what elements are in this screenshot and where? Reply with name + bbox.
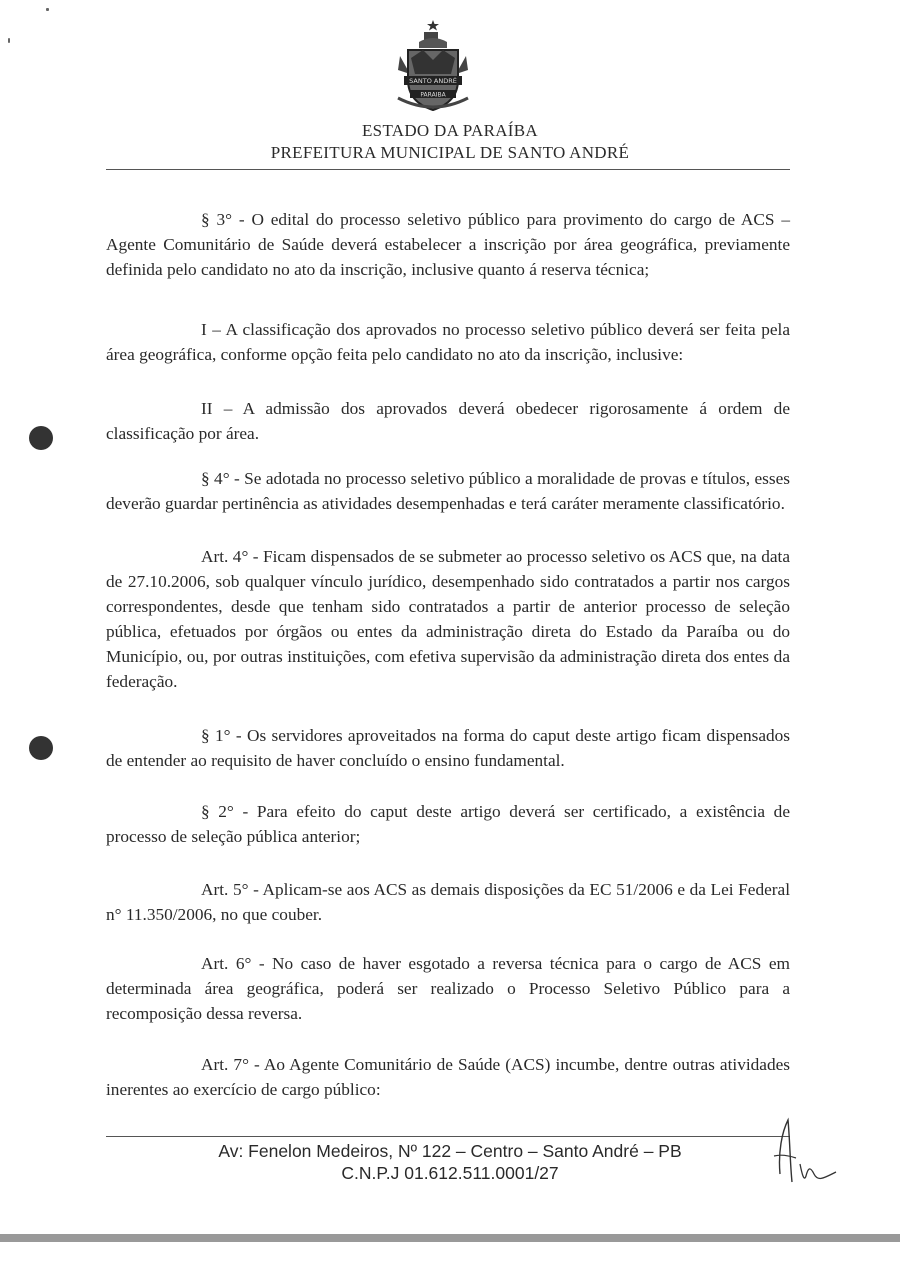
footer-cnpj: C.N.P.J 01.612.511.0001/27	[341, 1163, 559, 1183]
paragraph-item-i: I – A classificação dos aprovados no processo seletivo público deverá ser feita pela área geográfica, conforme opção feita pelo candidato no ato da inscrição, inclusive:	[106, 320, 790, 364]
crest-lower-text: PARAIBA	[420, 91, 446, 99]
paragraph-art-7: Art. 7° - Ao Agente Comunitário de Saúde (ACS) incumbe, dentre outras atividades inerentes ao exercício de cargo público:	[106, 1055, 790, 1099]
handwritten-signature	[760, 1112, 850, 1192]
header-municipality: PREFEITURA MUNICIPAL DE SANTO ANDRÉ	[270, 143, 630, 162]
punch-hole-top	[29, 426, 53, 450]
paragraph-2-certificado: § 2° - Para efeito do caput deste artigo deverá ser certificado, a existência de processo de seleção pública anterior;	[106, 802, 790, 846]
paragraph-4-provas: § 4° - Se adotada no processo seletivo público a moralidade de provas e títulos, esses deverão guardar pertinência as atividades desempenhadas e terá caráter meramente classificatório.	[106, 469, 790, 513]
punch-hole-bottom	[29, 736, 53, 760]
crest-banner-text: SANTO ANDRÉ	[409, 77, 457, 85]
scan-speck	[8, 38, 10, 43]
footer-divider	[106, 1136, 790, 1137]
paragraph-art-5: Art. 5° - Aplicam-se aos ACS as demais disposições da EC 51/2006 e da Lei Federal n° 11.350/2006, no que couber.	[106, 880, 790, 924]
scan-speck	[46, 8, 49, 11]
paragraph-1-servidores: § 1° - Os servidores aproveitados na forma do caput deste artigo ficam dispensados de entender ao requisito de haver concluído o ensino fundamental.	[106, 726, 790, 770]
header-state: ESTADO DA PARAÍBA	[362, 121, 538, 140]
paragraph-art-6: Art. 6° - No caso de haver esgotado a reversa técnica para o cargo de ACS em determinada área geográfica, poderá ser realizado o Processo Seletivo Público para a recomposição dessa reversa.	[106, 954, 790, 1023]
header-divider	[106, 169, 790, 170]
paragraph-item-ii: II – A admissão dos aprovados deverá obedecer rigorosamente á ordem de classificação por área.	[106, 399, 790, 443]
coat-of-arms-logo	[378, 18, 488, 118]
scan-edge-bar	[0, 1234, 900, 1242]
footer-address: Av: Fenelon Medeiros, Nº 122 – Centro – Santo André – PB	[218, 1141, 682, 1161]
paragraph-art-4: Art. 4° - Ficam dispensados de se submeter ao processo seletivo os ACS que, na data de 27.10.2006, sob qualquer vínculo jurídico, desempenhado sido contratados a partir nos cargos correspondentes, desde que tenham sido contratados a partir de anterior processo de seleção pública, efetuados por órgãos ou entes da administração direta do Estado da Paraíba ou do Município, ou, por outras instituições, com efetiva supervisão da administração direta dos entes da federação.	[106, 547, 790, 691]
paragraph-3-edital: § 3° - O edital do processo seletivo público para provimento do cargo de ACS – Agente Comunitário de Saúde deverá estabelecer a inscrição por área geográfica, previamente definida pelo candidato no ato da inscrição, inclusive quanto á reserva técnica;	[106, 210, 790, 279]
